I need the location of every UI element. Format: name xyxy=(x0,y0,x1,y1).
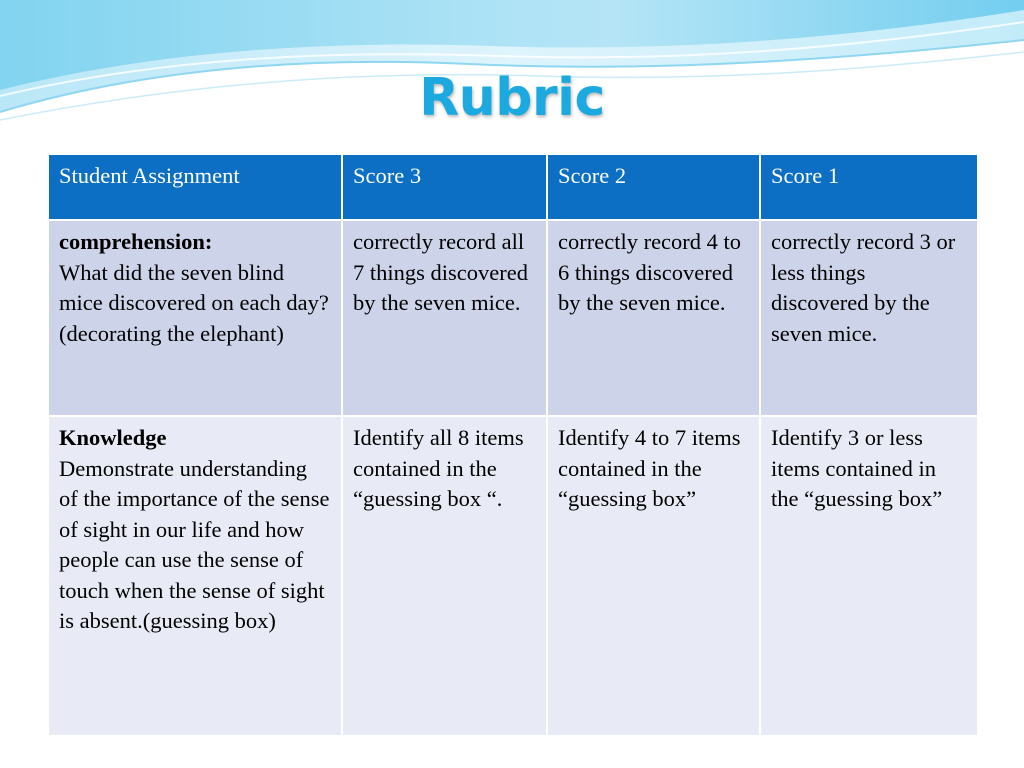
header-score-1: Score 1 xyxy=(760,154,978,220)
score-1-cell: correctly record 3 or less things discovered by the seven mice. xyxy=(760,220,978,416)
score-1-cell: Identify 3 or less items contained in the “guessing box” xyxy=(760,416,978,736)
criterion-text: Demonstrate understanding of the importance of the sense of sight in our life and how people can use the sense of touch when the sense of sight is absent.(guessing box) xyxy=(59,455,330,633)
criterion-cell xyxy=(48,416,342,736)
table-row xyxy=(48,416,978,736)
score-3-cell: correctly record all 7 things discovered by the seven mice. xyxy=(342,220,547,416)
criterion-title: comprehension: xyxy=(59,229,213,254)
header-score-2: Score 2 xyxy=(547,154,760,220)
criterion-text: What did the seven blind mice discovered on each day? (decorating the elephant) xyxy=(59,259,329,346)
score-3-cell: Identify all 8 items contained in the “guessing box “. xyxy=(342,416,547,736)
score-2-cell: Identify 4 to 7 items contained in the “guessing box” xyxy=(547,416,760,736)
criterion-title: Knowledge xyxy=(59,425,167,450)
table-header-row xyxy=(48,154,978,220)
criterion-cell xyxy=(48,220,342,416)
header-student-assignment: Student Assignment xyxy=(48,154,342,220)
header-score-3: Score 3 xyxy=(342,154,547,220)
rubric-table xyxy=(47,153,979,737)
slide-title: Rubric xyxy=(419,68,605,128)
table-row xyxy=(48,220,978,416)
score-2-cell: correctly record 4 to 6 things discovered by the seven mice. xyxy=(547,220,760,416)
